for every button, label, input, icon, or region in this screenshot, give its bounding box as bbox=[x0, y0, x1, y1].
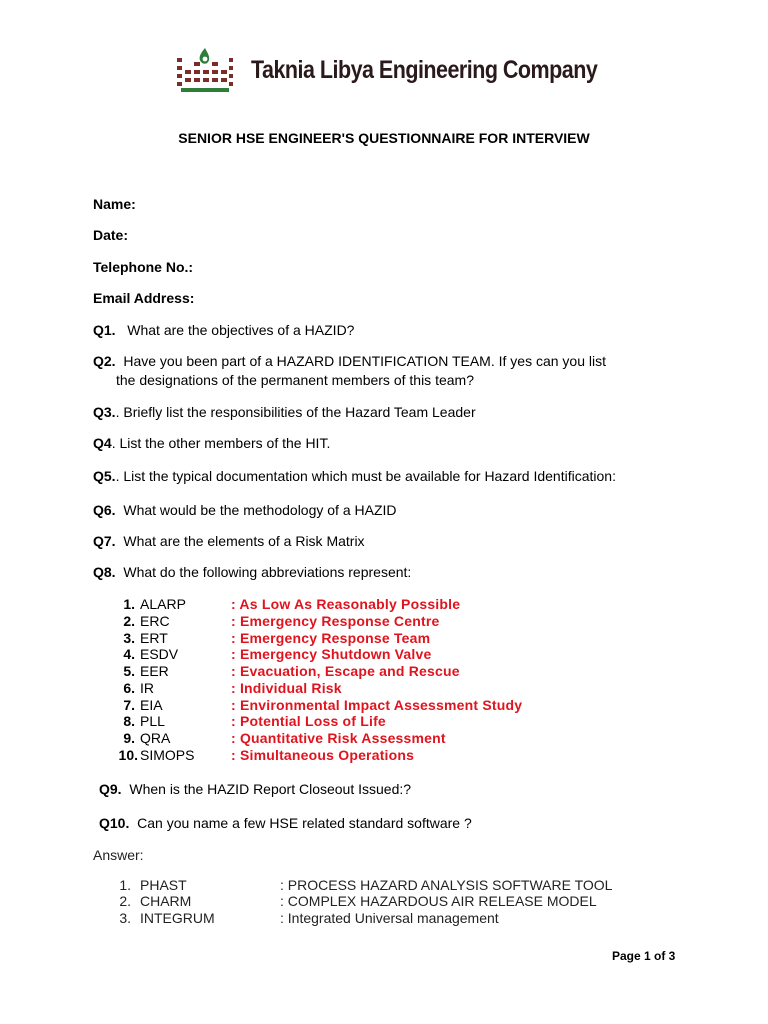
answer-number: 1. bbox=[119, 877, 131, 893]
abbr-meaning: : Emergency Response Centre bbox=[231, 613, 440, 629]
software-description: : COMPLEX HAZARDOUS AIR RELEASE MODEL bbox=[280, 893, 597, 909]
abbr-number: 9. bbox=[123, 730, 135, 746]
abbr-term: ERC bbox=[140, 613, 170, 629]
question-6 bbox=[93, 502, 397, 518]
software-description: : PROCESS HAZARD ANALYSIS SOFTWARE TOOL bbox=[280, 877, 613, 893]
question-text: Have you been part of a HAZARD IDENTIFICATION TEAM. If yes can you list bbox=[123, 353, 606, 369]
question-label: Q10. bbox=[99, 815, 130, 831]
abbr-term: ESDV bbox=[140, 646, 179, 662]
abbr-term: EER bbox=[140, 663, 169, 679]
software-name: INTEGRUM bbox=[140, 910, 215, 926]
software-name: CHARM bbox=[140, 893, 192, 909]
software-description: : Integrated Universal management bbox=[280, 910, 499, 926]
name-field-label: Name: bbox=[93, 196, 136, 212]
abbr-term: SIMOPS bbox=[140, 747, 195, 763]
question-text: What are the elements of a Risk Matrix bbox=[123, 533, 365, 549]
question-text: Can you name a few HSE related standard software ? bbox=[137, 815, 472, 831]
question-label: Q2. bbox=[93, 353, 116, 369]
question-label: Q7. bbox=[93, 533, 116, 549]
question-text: . Briefly list the responsibilities of the Hazard Team Leader bbox=[115, 404, 476, 420]
abbr-meaning: : Individual Risk bbox=[231, 680, 342, 696]
question-label: Q1. bbox=[93, 322, 116, 338]
question-text: . List the typical documentation which must be available for Hazard Identification: bbox=[115, 468, 616, 484]
abbr-meaning: : Potential Loss of Life bbox=[231, 713, 386, 729]
question-7 bbox=[93, 533, 365, 549]
question-label: Q3. bbox=[93, 404, 116, 420]
question-5 bbox=[93, 468, 616, 484]
abbr-number: 1. bbox=[123, 596, 135, 612]
question-text: . List the other members of the HIT. bbox=[111, 435, 331, 451]
abbr-number: 7. bbox=[123, 697, 135, 713]
answer-number: 2. bbox=[119, 893, 131, 909]
answer-number: 3. bbox=[119, 910, 131, 926]
abbr-term: ALARP bbox=[140, 596, 186, 612]
abbr-number: 8. bbox=[123, 713, 135, 729]
question-text: When is the HAZID Report Closeout Issued:? bbox=[129, 781, 412, 797]
abbr-term: EIA bbox=[140, 697, 163, 713]
abbr-term: PLL bbox=[140, 713, 165, 729]
question-label: Q5. bbox=[93, 468, 116, 484]
date-field-label: Date: bbox=[93, 227, 129, 243]
question-2 bbox=[93, 353, 606, 369]
answer-label: Answer: bbox=[93, 847, 144, 863]
question-9 bbox=[99, 781, 411, 797]
company-name: Taknia Libya Engineering Company bbox=[251, 56, 598, 84]
telephone-field-label: Telephone No.: bbox=[93, 259, 194, 275]
abbr-term: IR bbox=[140, 680, 154, 696]
question-label: Q6. bbox=[93, 502, 116, 518]
abbr-meaning: : Emergency Shutdown Valve bbox=[231, 646, 432, 662]
abbr-meaning: : Quantitative Risk Assessment bbox=[231, 730, 446, 746]
abbr-term: ERT bbox=[140, 630, 168, 646]
email-field-label: Email Address: bbox=[93, 290, 195, 306]
abbr-number: 10. bbox=[118, 747, 138, 763]
abbr-meaning: : Environmental Impact Assessment Study bbox=[231, 697, 523, 713]
page-number: Page 1 of 3 bbox=[612, 949, 676, 963]
abbr-meaning: : Simultaneous Operations bbox=[231, 747, 415, 763]
abbr-number: 6. bbox=[123, 680, 135, 696]
question-text: What are the objectives of a HAZID? bbox=[127, 322, 355, 338]
question-text: What would be the methodology of a HAZID bbox=[123, 502, 397, 518]
question-10 bbox=[99, 815, 472, 831]
abbr-number: 3. bbox=[123, 630, 135, 646]
abbr-number: 4. bbox=[123, 646, 135, 662]
document-title: SENIOR HSE ENGINEER'S QUESTIONNAIRE FOR INTERVIEW bbox=[178, 130, 590, 146]
question-2-continuation: the designations of the permanent members of this team? bbox=[116, 372, 474, 388]
abbr-number: 2. bbox=[123, 613, 135, 629]
question-label: Q9. bbox=[99, 781, 122, 797]
software-name: PHAST bbox=[140, 877, 187, 893]
abbr-term: QRA bbox=[140, 730, 171, 746]
question-1 bbox=[93, 322, 354, 338]
abbr-meaning: : Evacuation, Escape and Rescue bbox=[231, 663, 460, 679]
abbr-number: 5. bbox=[123, 663, 135, 679]
question-4 bbox=[93, 435, 330, 451]
question-label: Q4 bbox=[93, 435, 112, 451]
company-logo bbox=[176, 44, 234, 94]
abbr-meaning: : As Low As Reasonably Possible bbox=[231, 596, 461, 612]
abbr-meaning: : Emergency Response Team bbox=[231, 630, 431, 646]
question-3 bbox=[93, 404, 476, 420]
question-8 bbox=[93, 564, 411, 580]
question-label: Q8. bbox=[93, 564, 116, 580]
question-text: What do the following abbreviations represent: bbox=[123, 564, 412, 580]
